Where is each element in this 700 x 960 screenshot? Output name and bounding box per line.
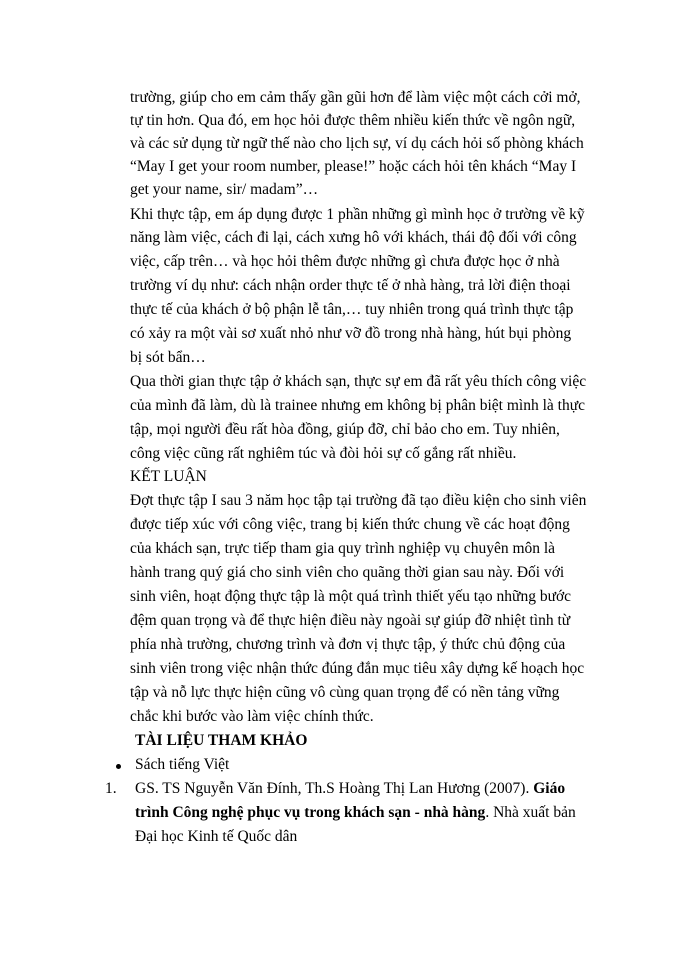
body-line: trường, giúp cho em cảm thấy gần gũi hơn để làm việc một cách cởi mở, [130, 89, 581, 106]
conclusion-heading: KẾT LUẬN [130, 468, 207, 485]
conclusion-line: sinh viên trong việc nhận thức đúng đắn mục tiêu xây dựng kế hoạch học [130, 660, 585, 677]
body-line: công việc cũng rất nghiêm túc và đòi hỏi sự cố gắng rất nhiều. [130, 445, 517, 462]
body-line: của mình đã làm, dù là trainee nhưng em không bị phân biệt mình là thực [130, 397, 585, 414]
reference-line [135, 803, 576, 823]
reference-publisher-end: Đại học Kinh tế Quốc dân [135, 828, 298, 845]
body-line: và các sử dụng từ ngữ thế nào cho lịch sự, ví dụ cách hỏi số phòng khách [130, 135, 584, 152]
conclusion-line: Đợt thực tập I sau 3 năm học tập tại trường đã tạo điều kiện cho sinh viên [130, 492, 587, 509]
body-line: “May I get your room number, please!” hoặc cách hỏi tên khách “May I [130, 158, 577, 175]
body-line: tự tin hơn. Qua đó, em học hỏi được thêm nhiều kiến thức về ngôn ngữ, [130, 112, 576, 129]
body-line: năng làm việc, cách đi lại, cách xưng hô với khách, thái độ đối với công [130, 229, 577, 246]
body-line: trường ví dụ như: cách nhận order thực tế ở nhà hàng, trả lời điện thoại [130, 277, 571, 294]
body-line: tập, mọi người đều rất hòa đồng, giúp đỡ, chỉ bảo cho em. Tuy nhiên, [130, 421, 560, 438]
conclusion-line: phía nhà trường, chương trình và đơn vị thực tập, ý thức chủ động của [130, 636, 566, 653]
conclusion-line: tập và nỗ lực thực hiện cũng vô cùng quan trọng để có nền tảng vững [130, 684, 560, 701]
references-heading: TÀI LIỆU THAM KHẢO [135, 732, 308, 749]
body-line: get your name, sir/ madam”… [130, 181, 319, 198]
bullet-label: Sách tiếng Việt [135, 756, 230, 773]
body-line: Khi thực tập, em áp dụng được 1 phần những gì mình học ở trường về kỹ [130, 206, 585, 223]
bullet-icon [116, 764, 121, 769]
body-line: có xảy ra một vài sơ xuất nhỏ như vỡ đồ trong nhà hàng, hút bụi phòng [130, 325, 572, 342]
conclusion-line: sinh viên, hoạt động thực tập là một quá trình thiết yếu tạo những bước [130, 588, 572, 605]
reference-line [135, 827, 297, 847]
body-line: thực tế của khách ở bộ phận lễ tân,… tuy nhiên trong quá trình thực tập [130, 301, 574, 318]
reference-publisher-start: . Nhà xuất bản [485, 804, 576, 821]
body-line: Qua thời gian thực tập ở khách sạn, thực sự em đã rất yêu thích công việc [130, 373, 587, 390]
body-line: bị sót bẩn… [130, 349, 206, 366]
reference-number: 1. [105, 780, 117, 797]
conclusion-line: được tiếp xúc với công việc, trang bị kiến thức chung về các hoạt động [130, 516, 570, 533]
reference-line [135, 779, 565, 799]
conclusion-line: hành trang quý giá cho sinh viên cho quãng thời gian sau này. Đối với [130, 564, 565, 581]
body-line: việc, cấp trên… và học hỏi thêm được những gì chưa được học ở nhà [130, 253, 560, 270]
reference-title-end: trình Công nghệ phục vụ trong khách sạn - nhà hàng [135, 804, 486, 821]
conclusion-line: chắc khi bước vào làm việc chính thức. [130, 708, 374, 725]
conclusion-line: đệm quan trọng và để thực hiện điều này ngoài sự giúp đỡ nhiệt tình từ [130, 612, 571, 629]
reference-title-start: Giáo [533, 780, 566, 797]
reference-authors: GS. TS Nguyễn Văn Đính, Th.S Hoàng Thị Lan Hương (2007). [135, 780, 534, 797]
conclusion-line: của khách sạn, trực tiếp tham gia quy trình nghiệp vụ chuyên môn là [130, 540, 556, 557]
